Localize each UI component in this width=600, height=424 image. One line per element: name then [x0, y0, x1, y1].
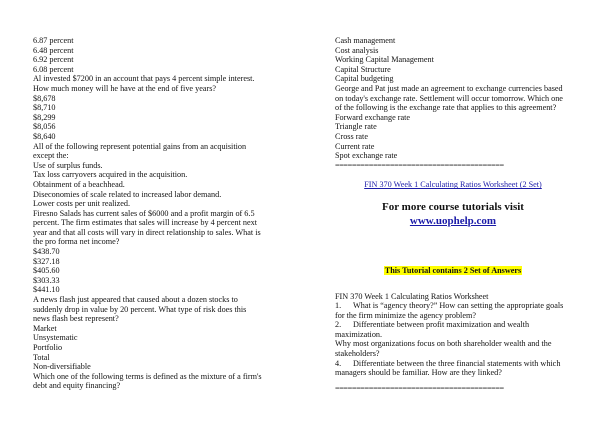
answer-option: $8,056 — [33, 122, 56, 132]
answer-option: $8,640 — [33, 131, 56, 141]
answer-option: Capital budgeting — [335, 74, 394, 84]
question-text: A news flash just appeared that caused about a dozen stocks to — [33, 295, 238, 305]
answer-option: $327.18 — [33, 256, 60, 266]
answer-option: Capital Structure — [335, 64, 391, 74]
answer-option: Cash management — [335, 36, 396, 45]
answer-option: $438.70 — [33, 247, 60, 257]
item-text: Differentiate between profit maximization and wealth — [353, 320, 530, 330]
answer-option: $441.10 — [33, 285, 60, 295]
course-title — [335, 180, 571, 190]
answer-option: Lower costs per unit realized. — [33, 199, 131, 209]
answer-option: Total — [33, 352, 50, 362]
answer-option: Use of surplus funds. — [33, 160, 103, 170]
answer-option: Portfolio — [33, 343, 63, 352]
item-continuation: for the firm minimize the agency problem? — [335, 310, 476, 320]
question-text: Which one of the following terms is defined as the mixture of a firm's — [33, 371, 262, 381]
item-text: What is “agency theory?” How can setting the appropriate goals — [353, 301, 564, 311]
question-text: year and that all costs will vary in direct relationship to sales. What is — [33, 227, 261, 237]
answer-option: Obtainment of a beachhead. — [33, 179, 125, 189]
question-text: How much money will he have at the end of five years? — [33, 83, 217, 93]
answer-option: Spot exchange rate — [335, 151, 398, 161]
divider-line: ======================================== — [335, 160, 504, 170]
item-text: Differentiate between the three financial statements with which — [353, 358, 561, 368]
item-continuation: maximization. — [335, 329, 383, 339]
answer-option: $8,710 — [33, 103, 56, 113]
answer-option: Forward exchange rate — [335, 112, 411, 122]
answer-option: 6.48 percent — [33, 45, 74, 55]
answer-option: Cross rate — [335, 131, 368, 141]
promo-heading: For more course tutorials visit — [382, 200, 524, 213]
item-number: 4. — [335, 358, 342, 368]
answer-option: 6.08 percent — [33, 64, 74, 74]
question-text: debt and equity financing? — [33, 381, 121, 391]
left-column — [33, 36, 295, 391]
item-number: 2. — [335, 320, 342, 330]
answer-option: Non-diversifiable — [33, 362, 91, 372]
worksheet-item — [335, 301, 571, 311]
item-number: 1. — [335, 301, 342, 311]
highlight-text: This Tutorial contains 2 Set of Answers — [384, 265, 522, 275]
worksheet-text: stakeholders? — [335, 349, 380, 359]
worksheet-title: FIN 370 Week 1 Calculating Ratios Worksheet — [335, 291, 489, 301]
question-text: Al invested $7200 in an account that pays 4 percent simple interest. — [33, 74, 255, 84]
answer-option: Cost analysis — [335, 45, 379, 55]
answer-option: $303.33 — [33, 275, 60, 285]
worksheet-item — [335, 359, 571, 369]
answer-option: Unsystematic — [33, 333, 78, 343]
question-text: news flash best represent? — [33, 314, 119, 324]
answer-option: $8,678 — [33, 93, 56, 103]
answer-option: 6.92 percent — [33, 55, 74, 65]
answer-option: Working Capital Management — [335, 55, 434, 65]
question-text: suddenly drop in value by 20 percent. What type of risk does this — [33, 304, 247, 314]
question-text: except the: — [33, 151, 69, 161]
question-text: percent. The firm estimates that sales will increase by 4 percent next — [33, 218, 258, 228]
question-text: of the following is the exchange rate that applies to this agreement? — [335, 103, 557, 113]
answer-option: $8,299 — [33, 112, 56, 122]
answer-option: Diseconomies of scale related to increased labor demand. — [33, 189, 222, 199]
question-text: George and Pat just made an agreement to exchange currencies based — [335, 83, 563, 93]
promo-url-link[interactable]: www.uophelp.com — [409, 214, 497, 227]
question-text: Firesno Salads has current sales of $6000 and a profit margin of 6.5 — [33, 208, 255, 218]
highlight-banner — [335, 266, 571, 276]
answer-option: $405.60 — [33, 266, 60, 276]
item-continuation: managers should be familiar. How are they linked? — [335, 368, 502, 378]
course-link[interactable]: FIN 370 Week 1 Calculating Ratios Worksheet (2 Set) — [364, 180, 542, 190]
question-text: All of the following represent potential gains from an acquisition — [33, 141, 247, 151]
answer-option: Tax loss carryovers acquired in the acquisition. — [33, 170, 188, 180]
worksheet-text: Why most organizations focus on both shareholder wealth and the — [335, 339, 552, 349]
answer-option: Current rate — [335, 141, 375, 151]
question-text: on today's exchange rate. Settlement will occur tomorrow. Which one — [335, 93, 563, 103]
right-column — [335, 36, 571, 393]
answer-option: 6.87 percent — [33, 36, 74, 45]
question-text: the pro forma net income? — [33, 237, 120, 247]
answer-option: Triangle rate — [335, 122, 377, 132]
answer-option: Market — [33, 323, 57, 333]
divider-line: ======================================== — [335, 383, 504, 393]
worksheet-item — [335, 320, 571, 330]
